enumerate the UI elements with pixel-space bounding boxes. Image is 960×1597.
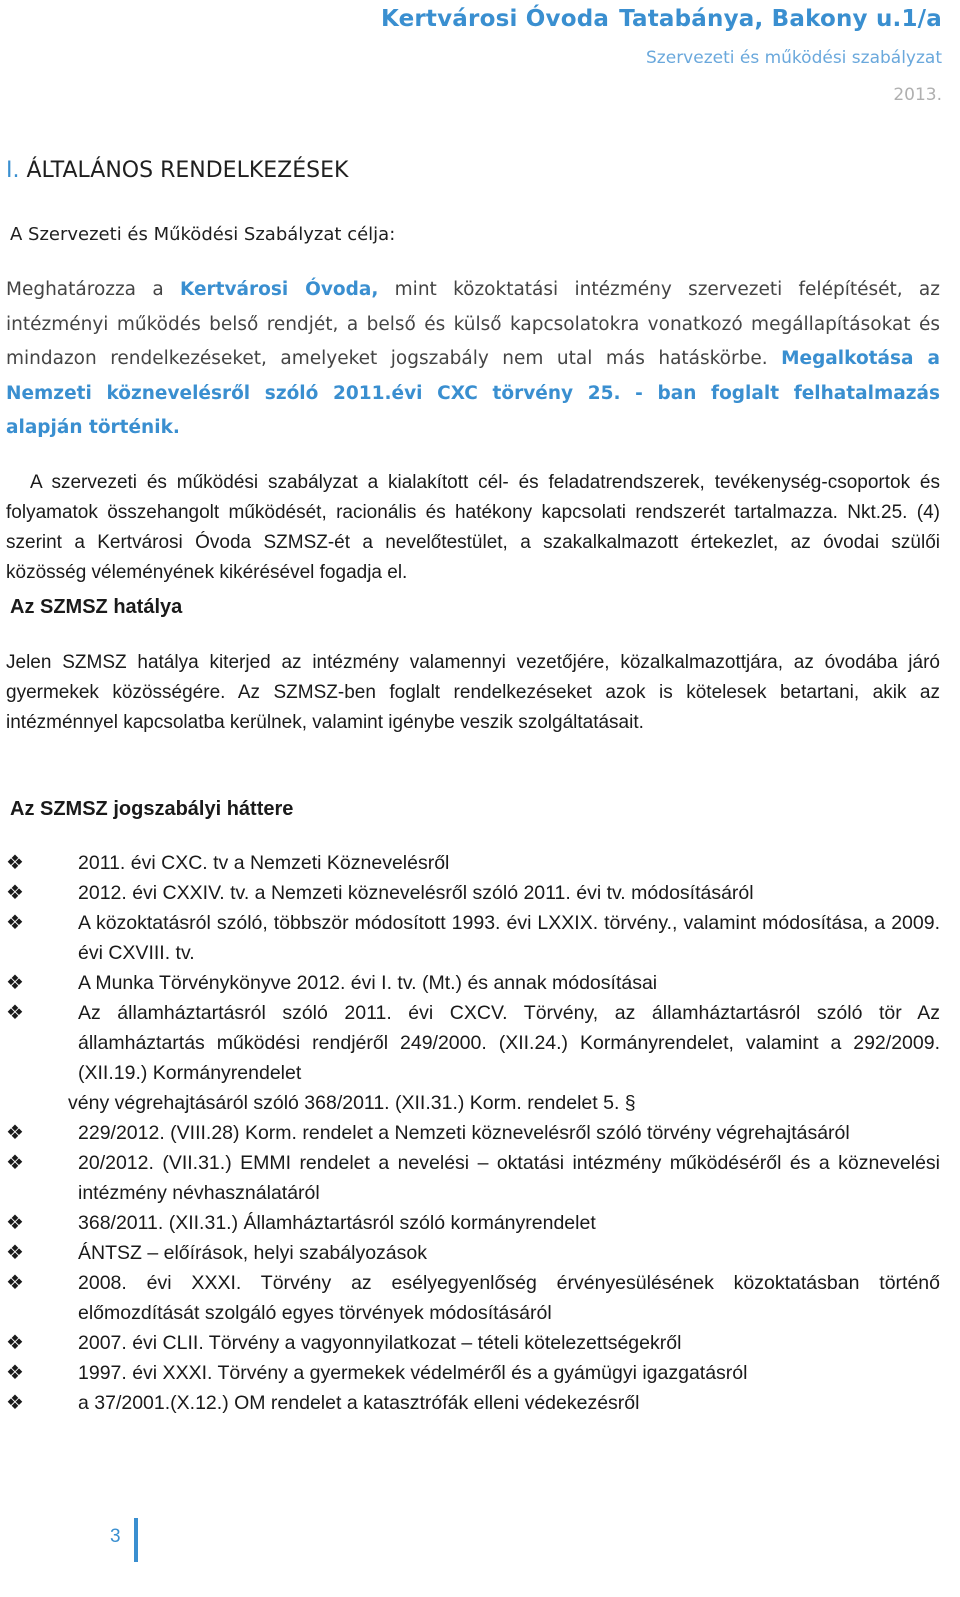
scope-paragraph: Jelen SZMSZ hatálya kiterjed az intézmény valamennyi vezetőjére, közalkalmazottjára, az óvodába járó gyermekek közösségére. Az SZMSZ-ben foglalt rendelkezéseket azok is kötelesek betartani, akik az intézménnyel kapcsolatba kerülnek, valamint igénybe veszik szolgáltatásait. (6, 652, 940, 733)
list-item: ❖ 2012. évi CXXIV. tv. a Nemzeti köznevelésről szóló 2011. évi tv. módosításáról (6, 878, 940, 908)
list-item: ❖ A Munka Törvénykönyve 2012. évi I. tv. (Mt.) és annak módosításai (6, 968, 940, 998)
diamond-bullet-icon: ❖ (6, 852, 24, 874)
diamond-bullet-icon: ❖ (6, 1272, 24, 1294)
diamond-bullet-icon: ❖ (6, 912, 24, 934)
diamond-bullet-icon: ❖ (6, 972, 24, 994)
purpose-paragraph-1 (6, 273, 940, 446)
chapter-number: I. (6, 158, 20, 183)
diamond-bullet-icon: ❖ (6, 1242, 24, 1264)
list-item: ❖ Az államháztartásról szóló 2011. évi CXCV. Törvény, az államháztartásról szóló tör Az államháztartás működési rendjéről 249/2000. (XII.24.) Kormányrendelet, valamint a 292/2009. (XII.19.) Kormányrendelet (6, 998, 940, 1088)
page-number: 3 (110, 1526, 121, 1547)
diamond-bullet-icon: ❖ (6, 1362, 24, 1384)
legal-heading: Az SZMSZ jogszabályi háttere (10, 798, 294, 820)
diamond-bullet-icon: ❖ (6, 1332, 24, 1354)
list-item: ❖ 2008. évi XXXI. Törvény az esélyegyenlőség érvényesülésének közoktatásban történő előmozdítását szolgáló egyes törvények módosításáról (6, 1268, 940, 1328)
list-item: ❖ A közoktatásról szóló, többször módosított 1993. évi LXXIX. törvény., valamint módosítása, a 2009. évi CXVIII. tv. (6, 908, 940, 968)
list-item-continuation: vény végrehajtásáról szóló 368/2011. (XII.31.) Korm. rendelet 5. § (68, 1092, 636, 1114)
header-school: Kertvárosi Óvoda (380, 6, 610, 32)
header-location: Tatabánya, Bakony u.1/a (619, 6, 942, 32)
list-item: ❖ 20/2012. (VII.31.) EMMI rendelet a nevelési – oktatási intézmény működéséről és a köznevelési intézmény névhasználatáról (6, 1148, 940, 1208)
list-item: ❖ a 37/2001.(X.12.) OM rendelet a katasztrófák elleni védekezésről (6, 1388, 940, 1418)
chapter-heading (6, 158, 348, 183)
diamond-bullet-icon: ❖ (6, 1122, 24, 1144)
p1-legal-basis: Megalkotása a Nemzeti köznevelésről szóló 2011.évi CXC törvény 25. - ban foglalt felhatalmazás alapján történik. (6, 348, 941, 438)
purpose-paragraph-2: A szervezeti és működési szabályzat a kialakított cél- és feladatrendszerek, tevékenység-csoportok és folyamatok összehangolt működését, racionális és hatékony kapcsolati rendszerét tartalmazza. Nkt.25. (4) szerint a Kertvárosi Óvoda SZMSZ-ét a nevelőtestület, a szakalkalmazott értekezlet, az óvodai szülői közösség véleményének kikérésével fogadja el. (6, 472, 940, 583)
header-title (381, 6, 942, 32)
p1-text-c: mint közoktatási intézmény szervezeti felépítését, az intézményi működés belső rendjét, a belső és külső kapcsolatokra vonatkozó megállapításokat és mindazon rendelkezéseket, amelyeket jogszabály nem utal más hatáskörbe. (6, 279, 940, 369)
diamond-bullet-icon: ❖ (6, 1002, 24, 1024)
list-item: ❖ 368/2011. (XII.31.) Államháztartásról szóló kormányrendelet (6, 1208, 940, 1238)
list-item: ❖ 2007. évi CLII. Törvény a vagyonnyilatkozat – tételi kötelezettségekről (6, 1328, 940, 1358)
header-year: 2013. (893, 85, 942, 105)
p1-text-a: Meghatározza a (6, 279, 180, 300)
list-item: ❖ 229/2012. (VIII.28) Korm. rendelet a Nemzeti köznevelésről szóló törvény végrehajtásáról (6, 1118, 940, 1148)
page-header (381, 6, 942, 105)
list-item: ❖ 2011. évi CXC. tv a Nemzeti Köznevelésről (6, 848, 940, 878)
diamond-bullet-icon: ❖ (6, 1152, 24, 1174)
p1-school-name: Kertvárosi Óvoda, (179, 279, 379, 300)
diamond-bullet-icon: ❖ (6, 1212, 24, 1234)
list-item: ❖ ÁNTSZ – előírások, helyi szabályozások (6, 1238, 940, 1268)
scope-heading: Az SZMSZ hatálya (10, 596, 183, 618)
section-sign-icon: § (619, 1092, 636, 1114)
chapter-title: ÁLTALÁNOS RENDELKEZÉSEK (26, 158, 349, 183)
footer-divider (134, 1518, 138, 1562)
purpose-heading: A Szervezeti és Működési Szabályzat célja: (10, 224, 396, 245)
legal-list (6, 848, 940, 1418)
list-item: ❖ 1997. évi XXXI. Törvény a gyermekek védelméről és a gyámügyi igazgatásról (6, 1358, 940, 1388)
diamond-bullet-icon: ❖ (6, 1392, 24, 1414)
header-doc-name: Szervezeti és működési szabályzat (646, 48, 942, 68)
diamond-bullet-icon: ❖ (6, 882, 24, 904)
